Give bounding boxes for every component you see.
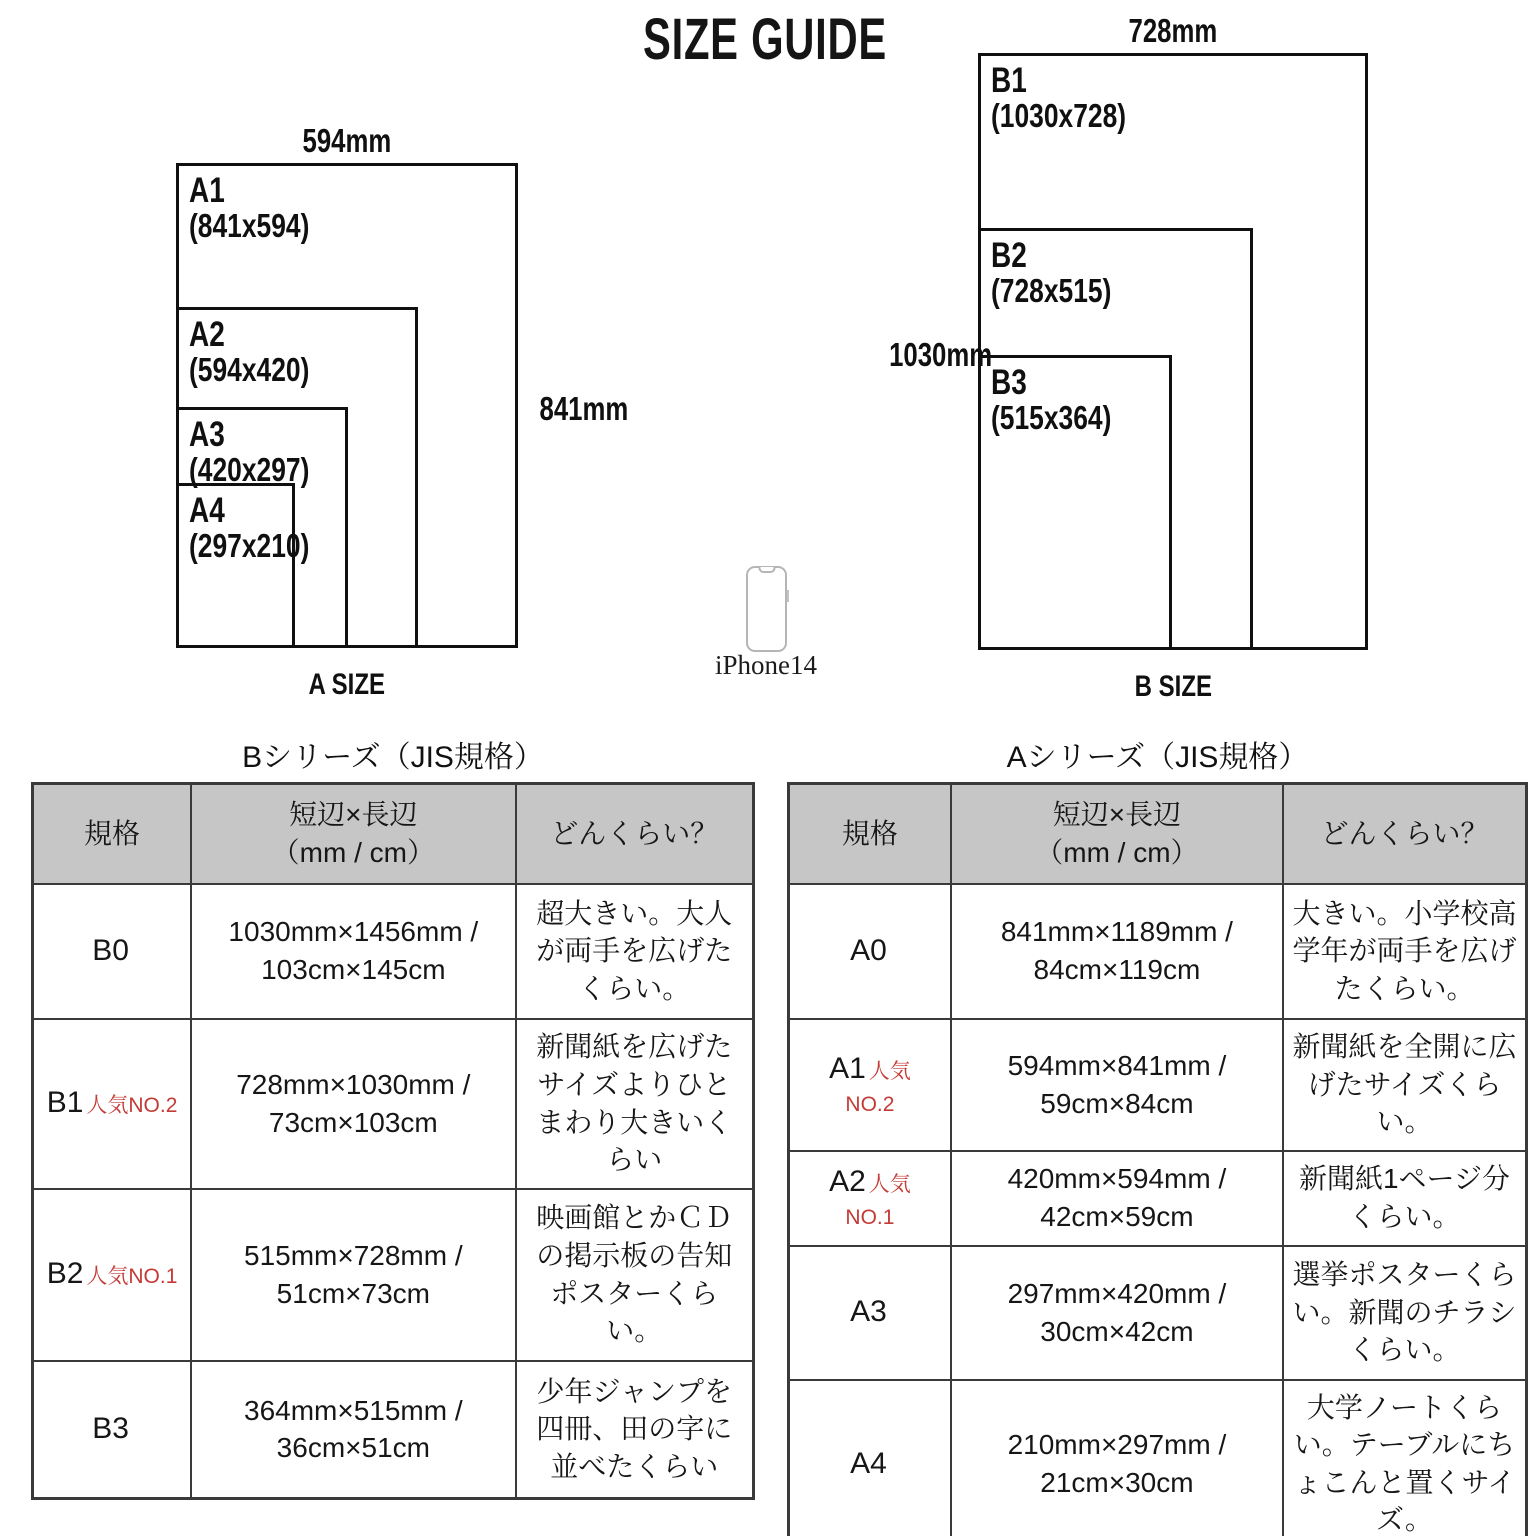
- std-cell: A4: [789, 1380, 951, 1536]
- size-cell: 515mm×728mm / 51cm×73cm: [191, 1189, 515, 1361]
- b1-label: B1: [991, 61, 1027, 100]
- header-standard: 規格: [33, 784, 192, 884]
- b-width-label: 728mm: [1128, 12, 1218, 49]
- a4-sheet-rect: [176, 483, 310, 648]
- a2-dims: (594x420): [189, 351, 310, 389]
- std-cell: A2 人気 NO.1: [789, 1151, 951, 1246]
- size-cell: 728mm×1030mm / 73cm×103cm: [191, 1019, 515, 1189]
- header-standard: 規格: [789, 784, 951, 884]
- std-cell: B0: [33, 884, 192, 1019]
- desc-cell: 大学ノートくらい。テーブルにちょこんと置くサイズ。: [1283, 1380, 1527, 1536]
- header-how-big: どんくらい？: [516, 784, 754, 884]
- b-table-title: Bシリーズ（JIS規格）: [242, 741, 544, 774]
- b2-label: B2: [991, 236, 1027, 275]
- header-size: 短辺×長辺 （mm / cm）: [191, 784, 515, 884]
- a-size-caption: A SIZE: [308, 668, 386, 701]
- table-row: [789, 1151, 1527, 1246]
- std-cell: A3: [789, 1246, 951, 1380]
- table-row: [789, 1019, 1527, 1151]
- desc-cell: 新聞紙を広げたサイズよりひとまわり大きいくらい: [516, 1019, 754, 1189]
- a4-label: A4: [189, 491, 225, 530]
- iphone-label: iPhone14: [714, 650, 817, 680]
- a3-label: A3: [189, 415, 225, 454]
- table-header-row: [789, 784, 1527, 884]
- size-cell: 210mm×297mm / 21cm×30cm: [951, 1380, 1283, 1536]
- a1-dims: (841x594): [189, 207, 310, 245]
- a-table-title: Aシリーズ（JIS規格）: [1006, 741, 1309, 774]
- size-cell: 420mm×594mm / 42cm×59cm: [951, 1151, 1283, 1246]
- desc-cell: 新聞紙を全開に広げたサイズくらい。: [1283, 1019, 1527, 1151]
- header-how-big: どんくらい？: [1283, 784, 1527, 884]
- a-series-table: [787, 782, 1528, 1536]
- b-series-table-section: [31, 732, 755, 1500]
- std-cell: B1 人気NO.2: [33, 1019, 192, 1189]
- table-row: [33, 1019, 754, 1189]
- size-cell: 841mm×1189mm / 84cm×119cm: [951, 884, 1283, 1019]
- std-cell: B3: [33, 1361, 192, 1499]
- a1-label: A1: [189, 171, 225, 210]
- b1-dims: (1030x728): [991, 97, 1127, 135]
- b-height-label: 1030mm: [889, 336, 993, 373]
- desc-cell: 映画館とかＣＤの掲示板の告知ポスターくらい。: [516, 1189, 754, 1361]
- b3-dims: (515x364): [991, 399, 1112, 437]
- b3-sheet-rect: [978, 355, 1172, 650]
- size-cell: 594mm×841mm / 59cm×84cm: [951, 1019, 1283, 1151]
- std-cell: A0: [789, 884, 951, 1019]
- b2-dims: (728x515): [991, 272, 1112, 310]
- desc-cell: 選挙ポスターくらい。新聞のチラシくらい。: [1283, 1246, 1527, 1380]
- table-row: [789, 884, 1527, 1019]
- table-header-row: [33, 784, 754, 884]
- std-cell: A1 人気 NO.2: [789, 1019, 951, 1151]
- b-series-table: [31, 782, 755, 1500]
- header-size: 短辺×長辺 （mm / cm）: [951, 784, 1283, 884]
- size-cell: 297mm×420mm / 30cm×42cm: [951, 1246, 1283, 1380]
- iphone-notch: [758, 567, 775, 573]
- b-size-caption: B SIZE: [1134, 670, 1212, 703]
- a3-dims: (420x297): [189, 451, 310, 489]
- a-height-label: 841mm: [539, 390, 629, 427]
- size-cell: 1030mm×1456mm / 103cm×145cm: [191, 884, 515, 1019]
- a-series-table-section: [787, 732, 1528, 1536]
- table-row: [33, 1189, 754, 1361]
- size-cell: 364mm×515mm / 36cm×51cm: [191, 1361, 515, 1499]
- a4-dims: (297x210): [189, 527, 310, 565]
- table-row: [789, 1246, 1527, 1380]
- table-row: [33, 1361, 754, 1499]
- table-row: [789, 1380, 1527, 1536]
- a-width-label: 594mm: [302, 122, 392, 159]
- b3-label: B3: [991, 363, 1027, 402]
- table-row: [33, 884, 754, 1019]
- std-cell: B2 人気NO.1: [33, 1189, 192, 1361]
- iphone-side-button: [787, 590, 789, 602]
- desc-cell: 超大きい。大人が両手を広げたくらい。: [516, 884, 754, 1019]
- iphone-icon: [746, 566, 787, 652]
- desc-cell: 新聞紙1ページ分くらい。: [1283, 1151, 1527, 1246]
- page-title: SIZE GUIDE: [643, 7, 887, 72]
- desc-cell: 大きい。小学校高学年が両手を広げたくらい。: [1283, 884, 1527, 1019]
- desc-cell: 少年ジャンプを四冊、田の字に並べたくらい: [516, 1361, 754, 1499]
- a2-label: A2: [189, 315, 225, 354]
